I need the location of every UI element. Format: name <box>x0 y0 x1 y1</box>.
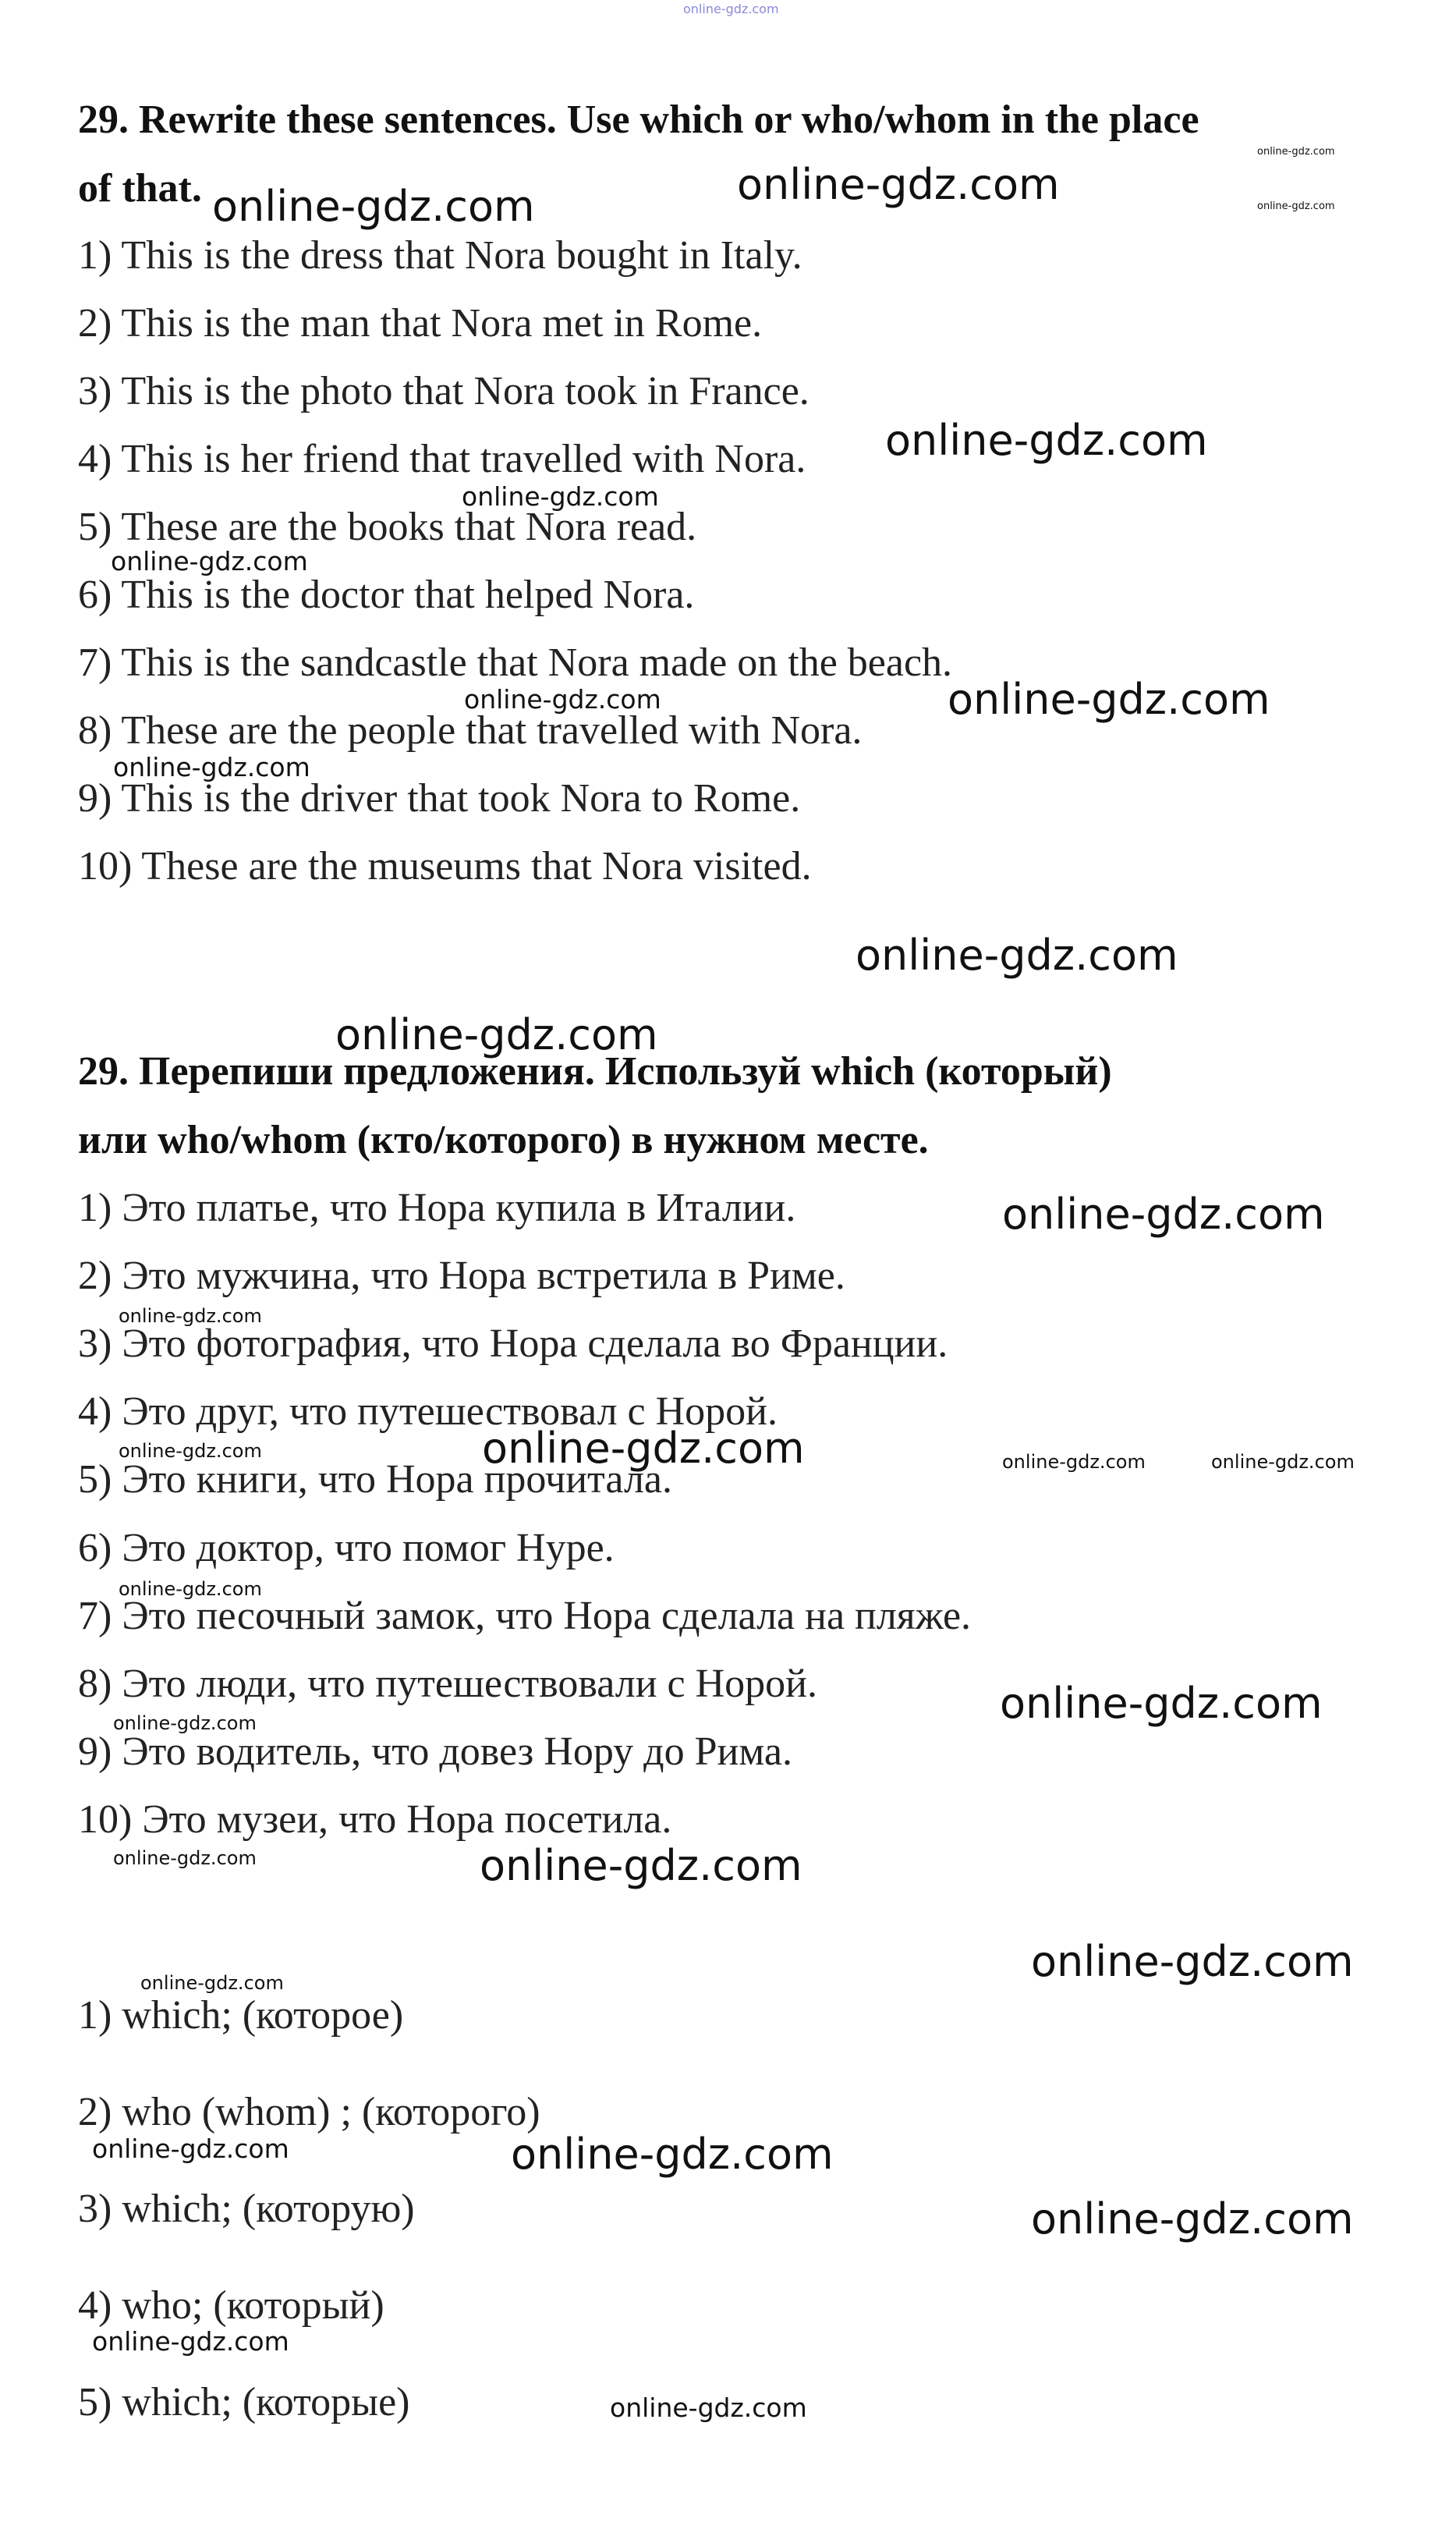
watermark: online-gdz.com <box>1257 146 1335 158</box>
watermark: online-gdz.com <box>92 2326 289 2357</box>
watermark: online-gdz.com <box>92 2134 289 2164</box>
watermark: online-gdz.com <box>335 1010 658 1059</box>
watermark: online-gdz.com <box>1257 200 1335 212</box>
watermark: online-gdz.com <box>610 2393 807 2423</box>
answer-1: 1) which; (которое) <box>78 1993 404 2038</box>
sentence-en-2: 2) This is the man that Nora met in Rome. <box>78 301 763 346</box>
watermark: online-gdz.com <box>464 684 661 715</box>
watermark: online-gdz.com <box>482 1424 805 1473</box>
watermark: online-gdz.com <box>119 1440 262 1462</box>
sentence-en-7: 7) This is the sandcastle that Nora made on the beach. <box>78 640 953 685</box>
answer-2: 2) who (whom) ; (которого) <box>78 2090 540 2134</box>
answer-4: 4) who; (который) <box>78 2283 384 2328</box>
watermark: online-gdz.com <box>119 1578 262 1600</box>
watermark: online-gdz.com <box>948 675 1270 724</box>
watermark: online-gdz.com <box>683 2 779 16</box>
watermark: online-gdz.com <box>885 416 1208 465</box>
sentence-en-3: 3) This is the photo that Nora took in France. <box>78 369 809 413</box>
exercise-heading-en: 29. Rewrite these sentences. Use which or who/whom in the place <box>78 98 1199 142</box>
sentence-en-6: 6) This is the doctor that helped Nora. <box>78 573 695 617</box>
sentence-ru-5: 5) Это книги, что Нора прочитала. <box>78 1457 672 1502</box>
watermark: online-gdz.com <box>140 1972 284 1994</box>
watermark: online-gdz.com <box>480 1841 802 1890</box>
watermark: online-gdz.com <box>111 546 308 576</box>
watermark: online-gdz.com <box>737 160 1060 209</box>
sentence-ru-3: 3) Это фотография, что Нора сделала во Франции. <box>78 1321 948 1366</box>
watermark: online-gdz.com <box>119 1305 262 1327</box>
watermark: online-gdz.com <box>113 1847 257 1869</box>
sentence-ru-7: 7) Это песочный замок, что Нора сделала на пляже. <box>78 1594 972 1638</box>
exercise-heading-ru-cont: или who/whom (кто/которого) в нужном месте. <box>78 1118 929 1162</box>
sentence-ru-4: 4) Это друг, что путешествовал с Норой. <box>78 1389 778 1434</box>
sentence-en-9: 9) This is the driver that took Nora to Rome. <box>78 776 801 821</box>
watermark: online-gdz.com <box>113 752 310 782</box>
exercise-heading-en-cont: of that. <box>78 166 202 211</box>
watermark: online-gdz.com <box>113 1712 257 1734</box>
sentence-en-5: 5) These are the books that Nora read. <box>78 505 697 549</box>
sentence-ru-8: 8) Это люди, что путешествовали с Норой. <box>78 1662 818 1706</box>
watermark: online-gdz.com <box>1031 2194 1354 2244</box>
sentence-ru-6: 6) Это доктор, что помог Нуре. <box>78 1526 615 1570</box>
watermark: online-gdz.com <box>1002 1451 1146 1473</box>
sentence-en-8: 8) These are the people that travelled with Nora. <box>78 708 863 753</box>
sentence-ru-2: 2) Это мужчина, что Нора встретила в Риме. <box>78 1254 845 1298</box>
watermark: online-gdz.com <box>1002 1190 1325 1239</box>
watermark: online-gdz.com <box>1000 1679 1323 1728</box>
answer-5: 5) which; (которые) <box>78 2380 410 2424</box>
watermark: online-gdz.com <box>511 2130 834 2179</box>
sentence-ru-1: 1) Это платье, что Нора купила в Италии. <box>78 1186 796 1230</box>
watermark: online-gdz.com <box>462 481 659 512</box>
watermark: online-gdz.com <box>856 931 1178 980</box>
sentence-en-1: 1) This is the dress that Nora bought in Italy. <box>78 233 802 278</box>
answer-3: 3) which; (которую) <box>78 2187 415 2231</box>
watermark: online-gdz.com <box>1031 1937 1354 1986</box>
exercise-heading-ru: 29. Перепиши предложения. Используй which (который) <box>78 1049 1112 1094</box>
sentence-ru-9: 9) Это водитель, что довез Нору до Рима. <box>78 1729 792 1774</box>
sentence-ru-10: 10) Это музеи, что Нора посетила. <box>78 1797 672 1842</box>
sentence-en-10: 10) These are the museums that Nora visited. <box>78 844 812 889</box>
watermark: online-gdz.com <box>212 182 535 231</box>
watermark: online-gdz.com <box>1211 1451 1355 1473</box>
sentence-en-4: 4) This is her friend that travelled with Nora. <box>78 437 806 481</box>
